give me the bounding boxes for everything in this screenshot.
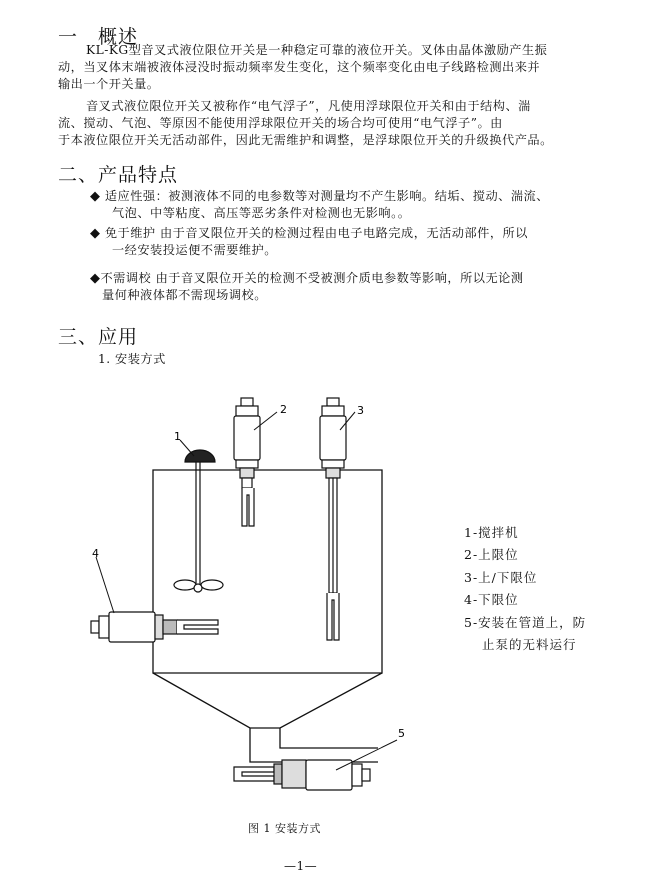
- paragraph-line: 输出一个开关量。: [58, 77, 160, 91]
- agitator: [174, 450, 223, 592]
- callout-label: 1: [174, 430, 181, 443]
- paragraph-line: 流、搅动、气泡、等原因不能使用浮球限位开关的场合均可使用“电气浮子”。由: [58, 116, 503, 130]
- bullet-diamond-icon: ◆: [90, 189, 101, 204]
- legend-item: 1-搅拌机: [464, 525, 519, 540]
- callout-label: 3: [357, 404, 364, 417]
- section-2-heading: 二、产品特点: [58, 164, 179, 186]
- legend-item: 3-上/下限位: [464, 569, 538, 585]
- pipe-limit-switch: [234, 760, 370, 790]
- legend-item: 4-下限位: [464, 592, 519, 608]
- callout-label: 2: [280, 403, 287, 416]
- legend-item: 5-安装在管道上，防: [464, 614, 587, 630]
- tank-cone: [153, 673, 382, 728]
- page-number: —1—: [284, 859, 318, 873]
- bullet-line: 量何种液体都不需现场调校。: [102, 288, 267, 302]
- callout-label: 5: [398, 727, 405, 740]
- bullet-line: 气泡、中等粘度、高压等恶劣条件对检测也无影响。。: [112, 206, 411, 220]
- upper-limit-switch: [234, 398, 260, 526]
- bullet-diamond-icon: ◆: [90, 226, 101, 241]
- paragraph-line: 于本液位限位开关无活动部件，因此无需维护和调整，是浮球限位开关的升级换代产品。: [58, 133, 553, 147]
- sub-heading: 1. 安装方式: [98, 352, 166, 366]
- outlet-pipe-upper: [250, 728, 378, 762]
- bullet-diamond-icon: ◆: [90, 271, 101, 286]
- outlet-pipe-inner: [280, 728, 378, 748]
- bullet-line: 一经安装投运便不需要维护。: [112, 243, 277, 257]
- bullet-line: 不需调校 由于音叉限位开关的检测不受被测介质电参数等影响，所以无论测: [100, 271, 524, 285]
- section-1-number: 一: [58, 26, 79, 48]
- paragraph-line: KL-KG型音叉式液位限位开关是一种稳定可靠的液位开关。叉体由晶体激励产生振: [86, 43, 548, 57]
- section-1-title: 概述: [98, 26, 139, 48]
- lower-limit-switch: [91, 612, 218, 642]
- bullet-line: 免于维护 由于音叉限位开关的检测过程由电子电路完成，无活动部件，所以: [104, 226, 528, 240]
- figure-caption: 图 1 安装方式: [248, 822, 321, 835]
- paragraph-line: 音叉式液位限位开关又被称作“电气浮子”，凡使用浮球限位开关和由于结构、湍: [86, 99, 531, 113]
- tank-outline: [153, 470, 382, 673]
- diagram-legend: [464, 522, 586, 656]
- legend-item: 2-上限位: [464, 547, 519, 563]
- callout-label: 4: [92, 547, 99, 560]
- upper-lower-limit-switch: [320, 398, 346, 640]
- section-3-heading: 三、应用: [58, 326, 139, 348]
- bullet-line: 适应性强：被测液体不同的电参数等对测量均不产生影响。结垢、搅动、湍流、: [104, 189, 549, 203]
- paragraph-line: 动，当叉体末端被液体浸没时振动频率发生变化，这个频率变化由电子线路检测出来并: [58, 60, 541, 74]
- legend-item: 止泵的无料运行: [482, 637, 577, 653]
